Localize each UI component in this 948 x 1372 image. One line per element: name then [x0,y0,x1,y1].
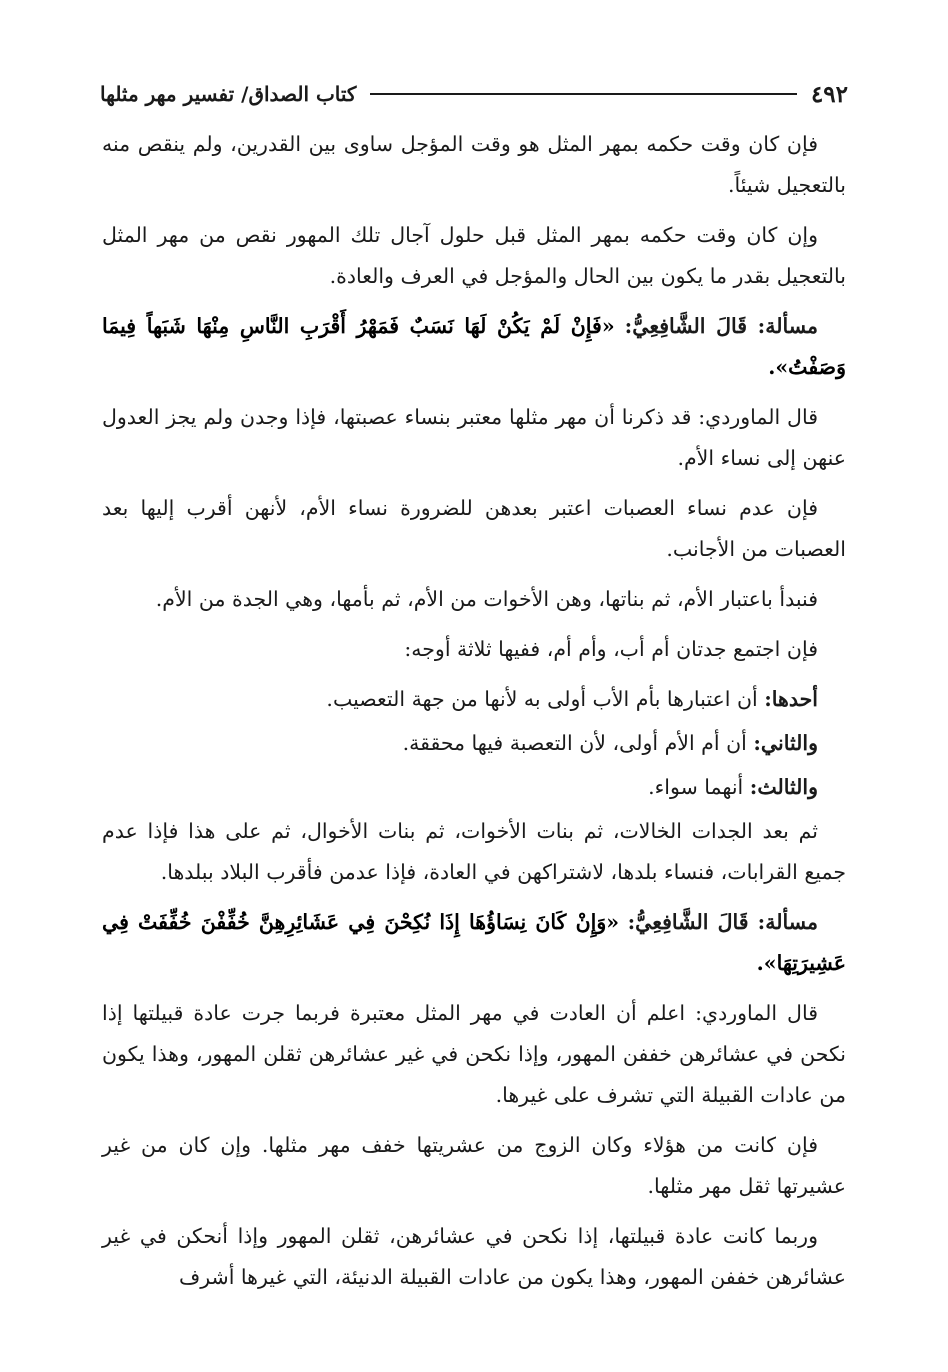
paragraph-text: وربما كانت عادة قبيلتها، إذا نكحن في عشائرهن، ثقلن المهور وإذا أنحكن في غير عشائرهن خففن المهور، وهذا يكون من عادات القبيلة الدنيئة، التي غيرها أشرف [102,1224,846,1289]
paragraph [102,488,846,570]
list-label: والثالث: [749,775,818,799]
issue-paragraph [102,306,846,388]
quoted-text: «وَإِنْ كَانَ نِسَاؤُهَا إِذَا نُكِحْنَ فِي عَشَائِرِهِنَّ خُفِّفْنَ خُفِّفَتْ فِي عَشِيرَتِهَا». [102,910,846,975]
paragraph-text: فإن عدم نساء العصبات اعتبر بعدهن للضرورة نساء الأم، لأنهن أقرب إليها بعد العصبات من الأجانب. [102,496,846,561]
list-text: أن أم الأم أولى، لأن التعصبة فيها محققة. [402,731,747,755]
list-item [102,767,846,808]
issue-label: مسألة: قَالَ الشَّافِعِيُّ: [627,910,818,934]
paragraph [102,1216,846,1298]
paragraph [102,811,846,893]
list-text: أن اعتبارها بأم الأب أولى به لأنها من جهة التعصيب. [326,687,758,711]
running-title: كتاب الصداق/ تفسير مهر مثلها [100,82,357,106]
paragraph-text: ثم بعد الجدات الخالات، ثم بنات الأخوات، ثم بنات الأخوال، ثم على هذا فإذا عدم جميع القرابات، فنساء بلدها، لاشتراكهن في العادة، فإذا عدمن فأقرب البلاد ببلدها. [102,819,846,884]
body-text [102,124,846,1307]
paragraph [102,215,846,297]
paragraph [102,397,846,479]
list-item [102,723,846,764]
paragraph [102,993,846,1116]
list-text: أنهما سواء. [648,775,744,799]
header-divider [370,93,796,95]
list-label: والثاني: [753,731,818,755]
issue-paragraph [102,902,846,984]
quoted-text: «فَإِنْ لَمْ يَكُنْ لَهَا نَسَبٌ فَمَهْرُ أَقْرَبِ النَّاسِ مِنْهَا شَبَهاً فِيمَا وَصَفْتُ». [102,314,846,379]
paragraph-text: فإن اجتمع جدتان أم أب، وأم أم، ففيها ثلاثة أوجه: [404,637,818,661]
paragraph-text: قال الماوردي: اعلم أن العادت في مهر المثل معتبرة فربما جرت عادة قبيلتها إذا نكحن في عشائرهن خففن المهور، وإذا نكحن في غير عشائرهن ثقلن المهور، وهذا يكون من عادات القبيلة التي تشرف على غيرها. [102,1001,846,1107]
page-number: ٤٩٢ [810,80,848,108]
paragraph [102,124,846,206]
paragraph-text: قال الماوردي: قد ذكرنا أن مهر مثلها معتبر بنساء عصبتها، فإذا وجدن ولم يجز العدول عنهن إلى نساء الأم. [102,405,846,470]
paragraph-text: فإن كان وقت حكمه بمهر المثل هو وقت المؤجل ساوى بين القدرين، ولم ينقص منه بالتعجيل شيئاً. [102,132,846,197]
list-label: أحدها: [764,687,818,711]
paragraph-text: فإن كانت من هؤلاء وكان الزوج من عشريتها خفف مهر مثلها. وإن كان من غير عشيرتها ثقل مهر مثلها. [102,1133,846,1198]
paragraph [102,1125,846,1207]
paragraph-text: وإن كان وقت حكمه بمهر المثل قبل حلول آجال تلك المهور نقص من مهر المثل بالتعجيل بقدر ما يكون بين الحال والمؤجل في العرف والعادة. [102,223,846,288]
paragraph [102,629,846,670]
issue-label: مسألة: قَالَ الشَّافِعِيُّ: [624,314,818,338]
paragraph-text: فنبدأ باعتبار الأم، ثم بناتها، وهن الأخوات من الأم، ثم بأمها، وهي الجدة من الأم. [155,587,818,611]
list-item [102,679,846,720]
paragraph [102,579,846,620]
page-header [100,74,848,114]
